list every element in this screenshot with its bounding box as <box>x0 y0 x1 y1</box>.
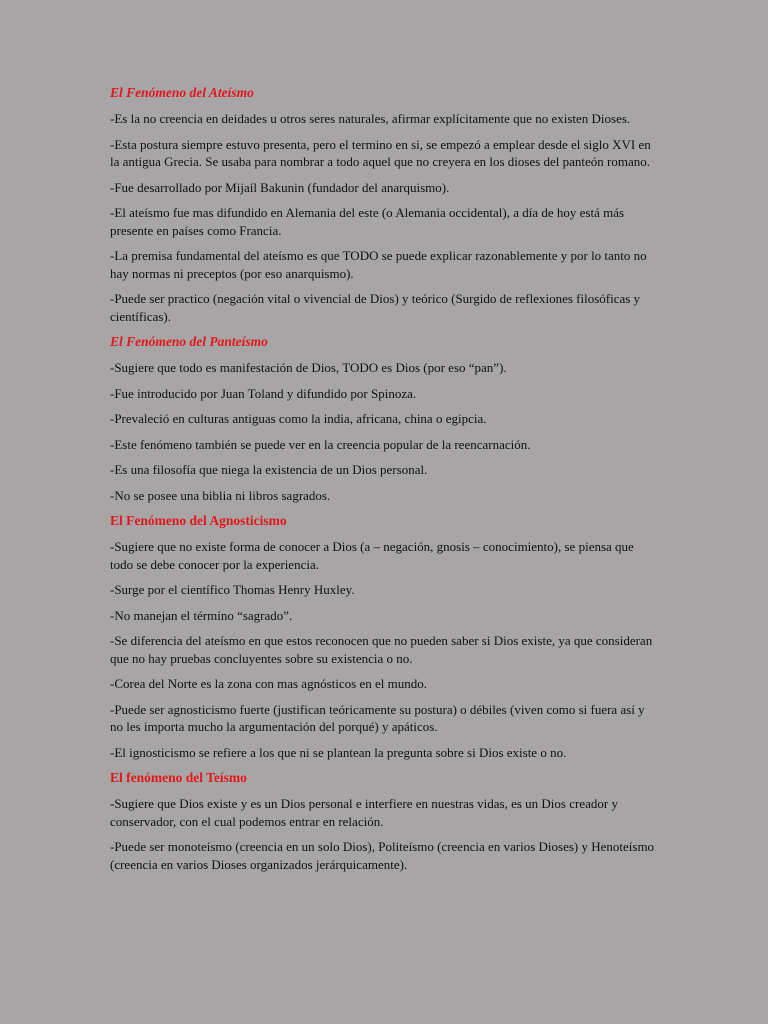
paragraph: -Fue introducido por Juan Toland y difundido por Spinoza. <box>110 385 417 401</box>
section-heading: El Fenómeno del Agnosticismo <box>110 513 287 528</box>
paragraph: -Fue desarrollado por Mijaíl Bakunin (fundador del anarquismo). <box>110 179 450 195</box>
paragraph: -No manejan el término “sagrado”. <box>110 607 293 623</box>
section-agnosticismo <box>110 512 658 761</box>
document-page <box>110 84 658 881</box>
section-heading: El fenómeno del Teísmo <box>110 770 247 785</box>
paragraph: -Se diferencia del ateísmo en que estos reconocen que no pueden saber si Dios existe, ya que consideran que no hay pruebas concluyentes sobre su existencia o no. <box>110 633 653 666</box>
paragraph: -Puede ser monoteísmo (creencia en un solo Dios), Politeísmo (creencia en varios Dioses) y Henoteísmo (creencia en varios Dioses organizados jerárquicamente). <box>110 839 655 872</box>
paragraph: -El ateísmo fue mas difundido en Alemania del este (o Alemania occidental), a día de hoy está más presente en países como Francia. <box>110 205 625 238</box>
paragraph: -El ignosticismo se refiere a los que ni se plantean la pregunta sobre si Dios existe o no. <box>110 744 567 760</box>
paragraph: -Sugiere que todo es manifestación de Dios, TODO es Dios (por eso “pan”). <box>110 360 507 375</box>
paragraph: -Sugiere que Dios existe y es un Dios personal e interfiere en nuestras vidas, es un Dios creador y conservador, con el cual podemos entrar en relación. <box>110 796 618 829</box>
paragraph: -Sugiere que no existe forma de conocer a Dios (a – negación, gnosis – conocimiento), se piensa que todo se debe conocer por la experiencia. <box>110 539 634 572</box>
section-panteismo <box>110 333 658 504</box>
paragraph: -Corea del Norte es la zona con mas agnósticos en el mundo. <box>110 676 427 691</box>
paragraph: -Puede ser practico (negación vital o vivencial de Dios) y teórico (Surgido de reflexiones filosóficas y científicas). <box>110 291 641 324</box>
section-teismo <box>110 769 658 873</box>
paragraph: -Este fenómeno también se puede ver en la creencia popular de la reencarnación. <box>110 436 531 452</box>
paragraph: -Esta postura siempre estuvo presenta, pero el termino en si, se empezó a emplear desde el siglo XVI en la antigua Grecia. Se usaba para nombrar a todo aquel que no creyera en los dioses del panteón romano. <box>110 136 651 169</box>
paragraph: -La premisa fundamental del ateísmo es que TODO se puede explicar razonablemente y por lo tanto no hay normas ni preceptos (por eso anarquismo). <box>110 248 647 281</box>
paragraph: -Es una filosofía que niega la existencia de un Dios personal. <box>110 462 428 477</box>
paragraph: -Es la no creencia en deidades u otros seres naturales, afirmar explícitamente que no existen Dioses. <box>110 111 631 126</box>
paragraph: -Puede ser agnosticismo fuerte (justifican teóricamente su postura) o débiles (viven como si fuera así y no les importa mucho la argumentación del porqué) y apáticos. <box>110 701 645 734</box>
paragraph: -Prevaleció en culturas antiguas como la india, africana, china o egipcia. <box>110 411 487 426</box>
paragraph: -Surge por el científico Thomas Henry Huxley. <box>110 582 355 597</box>
section-heading: El Fenómeno del Panteísmo <box>110 334 268 349</box>
section-heading: El Fenómeno del Ateísmo <box>110 85 254 100</box>
section-ateismo <box>110 84 658 325</box>
paragraph: -No se posee una biblia ni libros sagrados. <box>110 487 331 503</box>
